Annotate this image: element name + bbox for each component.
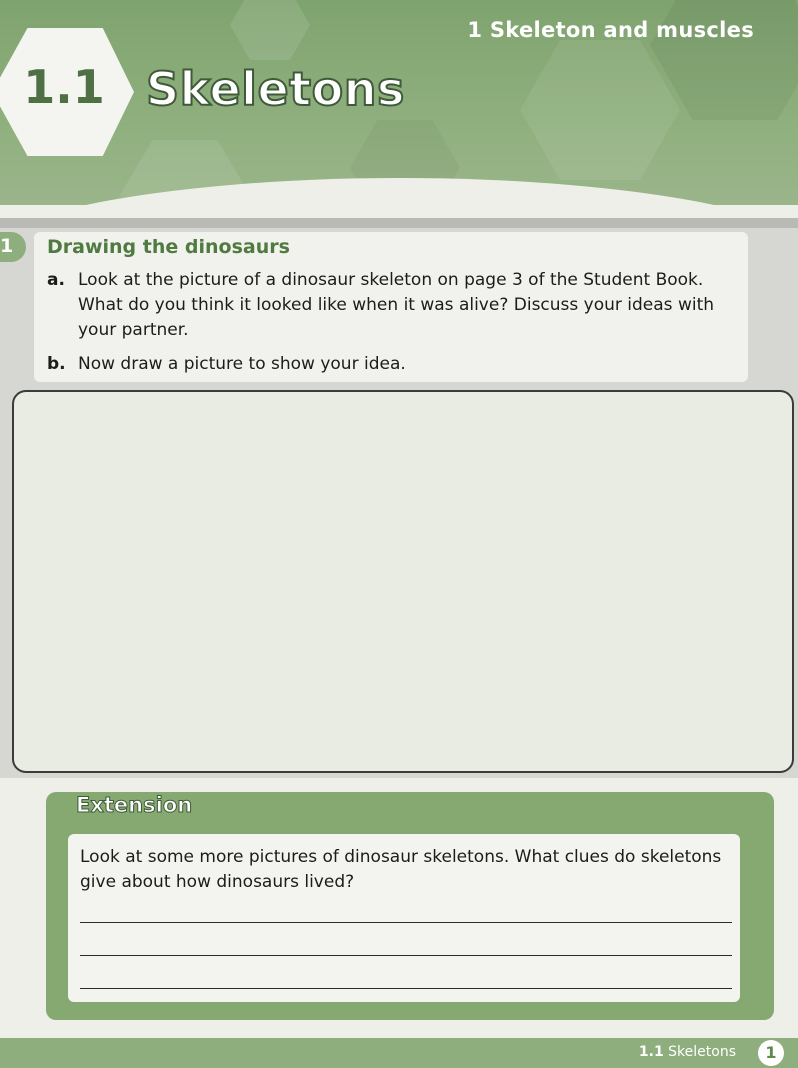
answer-line[interactable] xyxy=(80,955,732,956)
item-text-a: Look at the picture of a dinosaur skeleton on page 3 of the Student Book. What do you think it looked like when it was alive? Discuss your ideas with your partner. xyxy=(78,270,715,340)
footer-label xyxy=(639,1044,736,1060)
item-letter-b: b. xyxy=(47,354,66,374)
extension-question: Look at some more pictures of dinosaur skeletons. What clues do skeletons give about how dinosaurs lived? xyxy=(80,847,722,892)
item-letter-a: a. xyxy=(47,270,65,290)
lesson-title: Skeletons xyxy=(146,62,405,116)
hexagon-decoration xyxy=(520,40,680,180)
hexagon-decoration xyxy=(230,0,310,60)
answer-line[interactable] xyxy=(80,988,732,989)
unit-title: 1 Skeleton and muscles xyxy=(467,18,754,42)
footer-lesson-name: Skeletons xyxy=(668,1044,736,1060)
extension-title: Extension xyxy=(76,793,193,817)
footer-lesson-number: 1.1 xyxy=(638,1044,664,1060)
header-wave xyxy=(0,178,798,205)
drawing-area[interactable] xyxy=(12,390,794,773)
item-text-b: Now draw a picture to show your idea. xyxy=(78,354,406,374)
answer-line[interactable] xyxy=(80,922,732,923)
activity-number: 1 xyxy=(0,235,14,257)
activity-title: Drawing the dinosaurs xyxy=(47,236,290,258)
lesson-number: 1.1 xyxy=(23,60,105,114)
page-number: 1 xyxy=(758,1040,784,1066)
